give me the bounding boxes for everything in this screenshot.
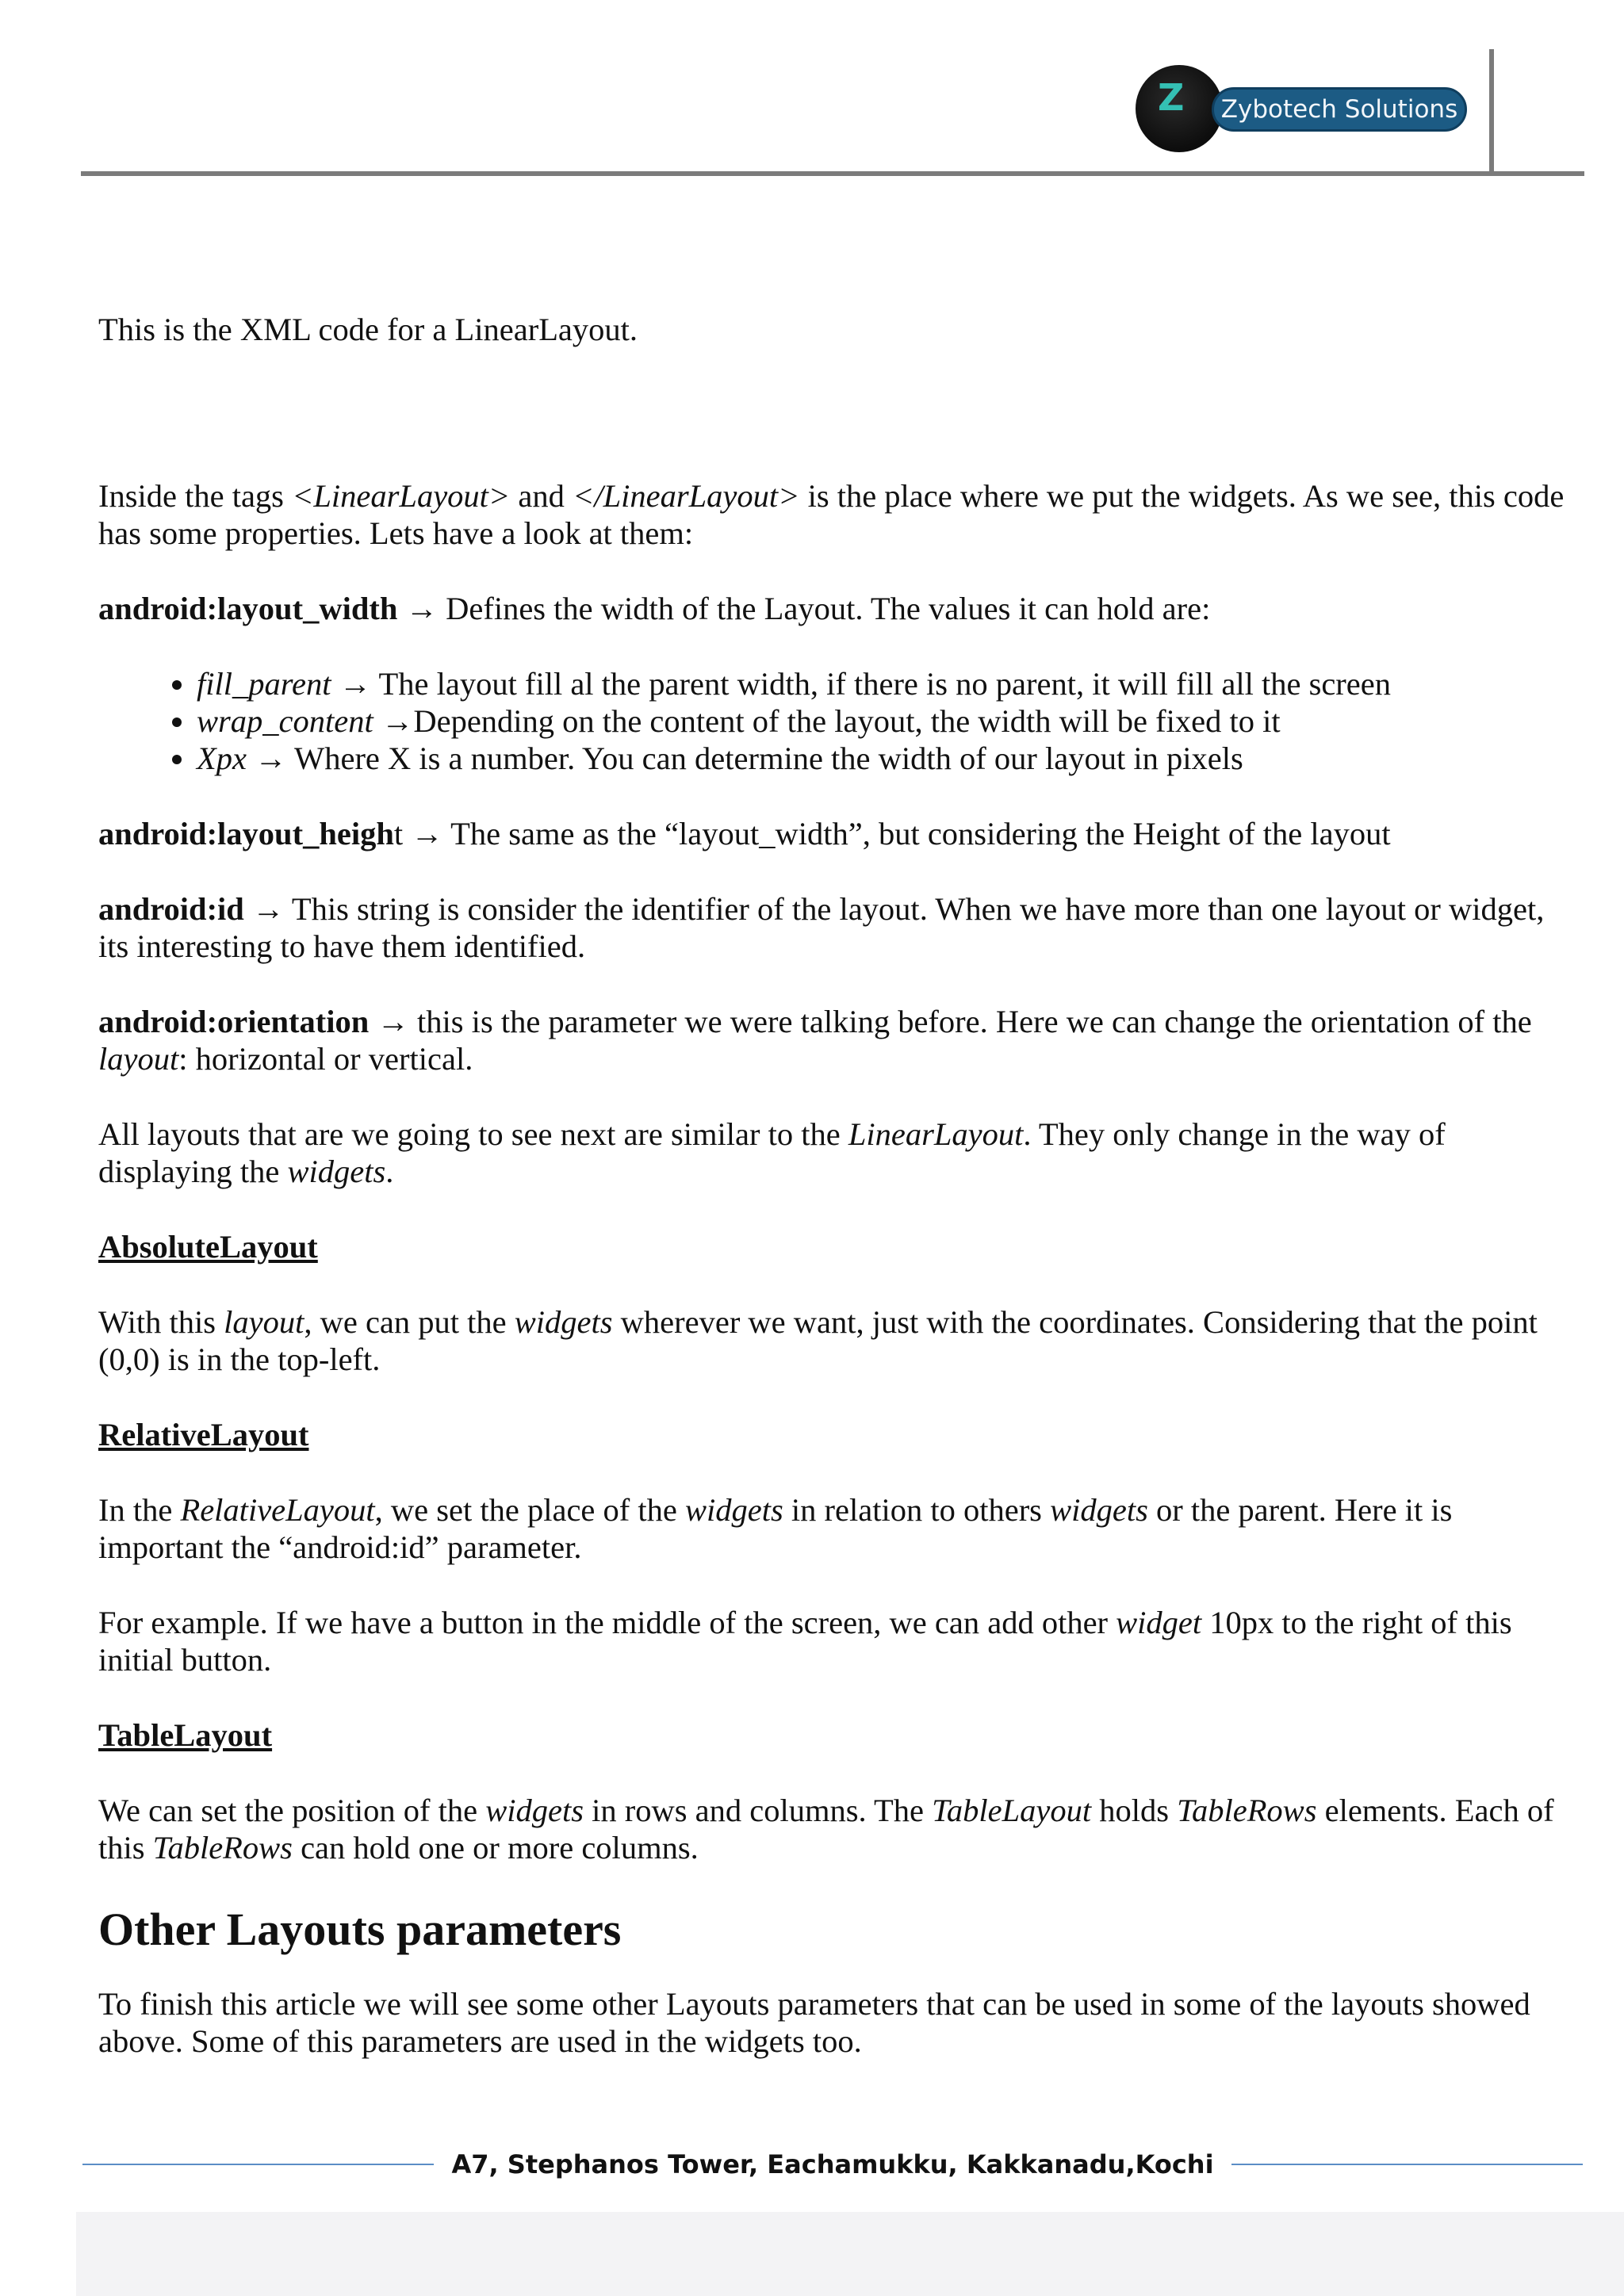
relative-layout-paragraph	[98, 1491, 1565, 1566]
logo-letter: Z	[1158, 76, 1185, 119]
other-layouts-heading: Other Layouts parameters	[98, 1904, 622, 1955]
property-name: android:layout_width	[98, 591, 398, 626]
property-description: t → The same as the “layout_width”, but considering the Height of the layout	[393, 816, 1391, 851]
example-paragraph	[98, 1604, 1565, 1678]
text-run: .	[385, 1154, 394, 1189]
text-run-italic: widgets	[514, 1304, 613, 1340]
value-term: Xpx	[197, 740, 247, 776]
value-description: →Depending on the content of the layout, the width will be fixed to it	[373, 703, 1281, 739]
page-bottom-shade	[76, 2212, 1624, 2296]
text-run-italic: widgets	[485, 1793, 584, 1828]
text-run-italic: TableLayout	[932, 1793, 1092, 1828]
text-run-italic: LinearLayout	[848, 1116, 1024, 1152]
text-run: We can set the position of the	[98, 1793, 486, 1828]
text-run-italic: RelativeLayout	[180, 1492, 375, 1528]
property-description: → Defines the width of the Layout. The values it can hold are:	[397, 591, 1211, 626]
width-values-list	[98, 665, 1565, 777]
header-rule	[81, 171, 1584, 176]
all-layouts-paragraph	[98, 1115, 1565, 1190]
layout-height-paragraph	[98, 815, 1565, 852]
logo-emblem	[1136, 65, 1223, 152]
text-run: holds	[1091, 1793, 1178, 1828]
value-description: → Where X is a number. You can determine the width of our layout in pixels	[246, 740, 1243, 776]
absolute-layout-heading: AbsoluteLayout	[98, 1229, 318, 1265]
text-run-italic: <LinearLayout>	[292, 478, 511, 514]
text-run: . They only change in the way of displaying the	[98, 1116, 1446, 1189]
text-run: elements. Each of this	[98, 1793, 1554, 1866]
footer-address: A7, Stephanos Tower, Eachamukku, Kakkanadu,Kochi	[451, 2149, 1214, 2179]
text-run: in rows and columns. The	[584, 1793, 933, 1828]
footer	[82, 2141, 1583, 2188]
text-run: In the	[98, 1492, 181, 1528]
property-name: android:id	[98, 891, 244, 927]
text-run: in relation to others	[783, 1492, 1051, 1528]
footer-line-left	[82, 2164, 434, 2165]
text-run: can hold one or more columns.	[292, 1830, 699, 1866]
footer-line-right	[1231, 2164, 1583, 2165]
logo-banner	[1212, 87, 1467, 132]
layout-width-paragraph	[98, 590, 1565, 627]
list-item	[197, 740, 1565, 777]
property-name: android:orientation	[98, 1004, 370, 1039]
text-run-italic: widgets	[287, 1154, 386, 1189]
company-logo	[1136, 65, 1469, 154]
text-run: is the place where we put the widgets. As we see, this code has some properties. Lets have a look at them:	[98, 478, 1565, 551]
text-run: and	[510, 478, 573, 514]
absolute-layout-paragraph	[98, 1303, 1565, 1378]
text-run-italic: layout	[224, 1304, 304, 1340]
text-run: , we set the place of the	[374, 1492, 685, 1528]
text-run: All layouts that are we going to see next are similar to the	[98, 1116, 848, 1152]
id-paragraph	[98, 890, 1565, 965]
text-run: : horizontal or vertical.	[178, 1041, 473, 1077]
document-body	[98, 311, 1565, 2060]
property-name: android:layout_heigh	[98, 816, 394, 851]
text-run-italic: widgets	[685, 1492, 783, 1528]
table-layout-paragraph	[98, 1792, 1565, 1866]
text-run-italic: TableRows	[1177, 1793, 1317, 1828]
text-run: wherever we want, just with the coordinates. Considering that the point (0,0) is in the top-left.	[98, 1304, 1538, 1377]
text-run-italic: TableRows	[152, 1830, 293, 1866]
list-item	[197, 702, 1565, 740]
text-run-italic: widget	[1116, 1605, 1202, 1640]
value-term: wrap_content	[197, 703, 373, 739]
text-run-italic: </LinearLayout>	[573, 478, 800, 514]
other-layouts-paragraph: To finish this article we will see some other Layouts parameters that can be used in some of the layouts showed above. Some of this parameters are used in the widgets too.	[98, 1986, 1530, 2059]
list-item	[197, 665, 1565, 702]
orientation-paragraph	[98, 1003, 1565, 1077]
value-description: → The layout fill al the parent width, if there is no parent, it will fill all the screen	[331, 666, 1391, 702]
text-run: 10px to the right of this initial button.	[98, 1605, 1512, 1678]
text-run: Inside the tags	[98, 478, 293, 514]
text-run: , we can put the	[304, 1304, 515, 1340]
text-run: or the parent. Here it is important the “android:id” parameter.	[98, 1492, 1453, 1565]
logo-text: Zybotech Solutions	[1220, 95, 1458, 124]
relative-layout-heading: RelativeLayout	[98, 1417, 309, 1452]
text-run: With this	[98, 1304, 224, 1340]
text-run-italic: widgets	[1050, 1492, 1148, 1528]
header-vertical-rule	[1489, 49, 1494, 173]
intro-paragraph: This is the XML code for a LinearLayout.	[98, 312, 638, 347]
inside-tags-paragraph	[98, 477, 1565, 552]
property-description: → this is the parameter we were talking before. Here we can change the orientation of the	[369, 1004, 1532, 1039]
value-term: fill_parent	[197, 666, 331, 702]
text-run-italic: layout	[98, 1041, 179, 1077]
text-run: For example. If we have a button in the middle of the screen, we can add other	[98, 1605, 1116, 1640]
table-layout-heading: TableLayout	[98, 1717, 273, 1753]
property-description: → This string is consider the identifier of the layout. When we have more than one layout or widget, its interesting to have them identified.	[98, 891, 1545, 964]
